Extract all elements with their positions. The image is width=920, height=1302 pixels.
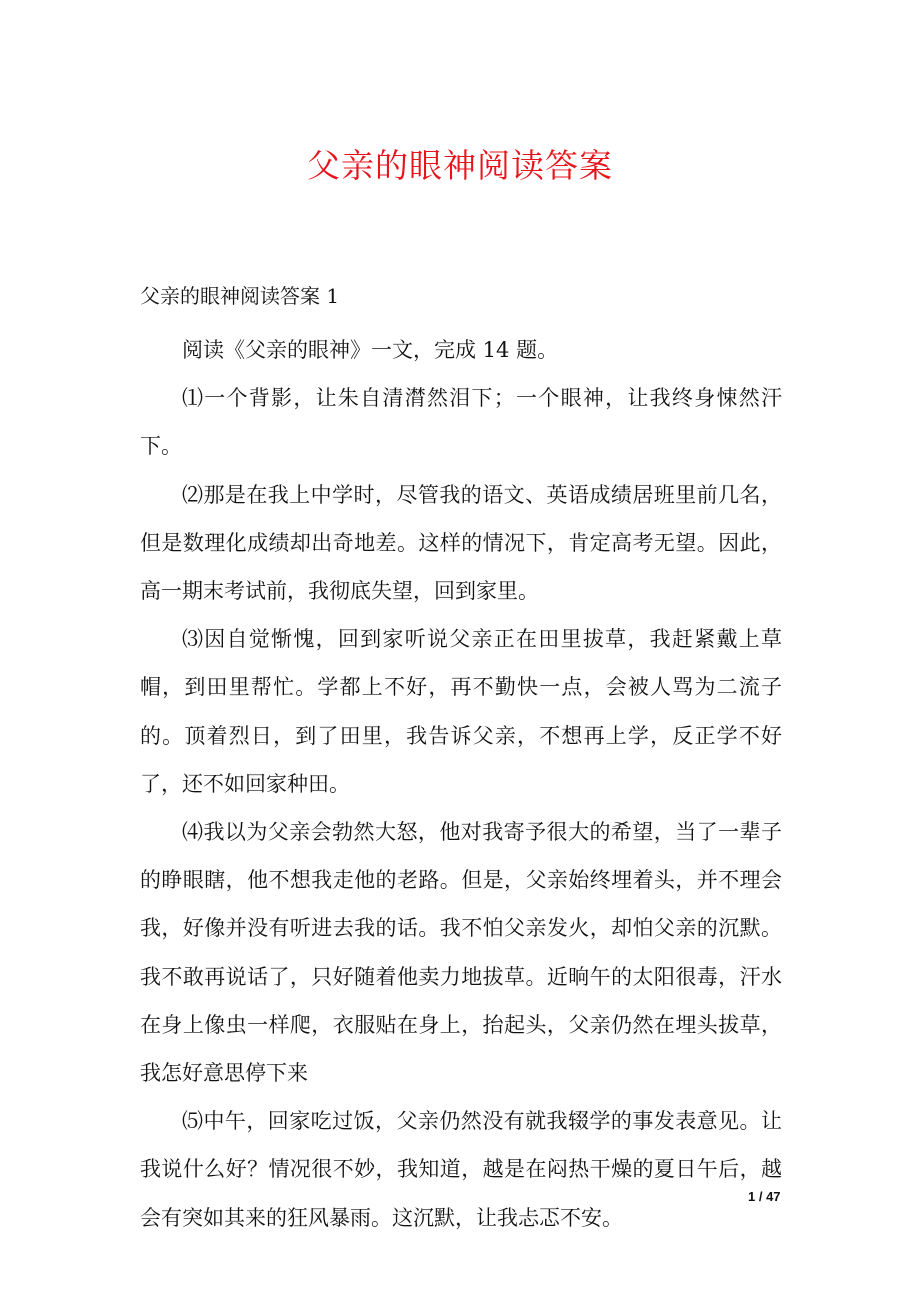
paragraph-intro: 阅读《父亲的眼神》一文，完成 14 题。 (182, 338, 559, 362)
paragraph-5: ⑸中午，回家吃过饭，父亲仍然没有就我辍学的事发表意见。让我说什么好？情况很不妙，我知道，越是在闷热干燥的夏日午后，越会有突如其来的狂风暴雨。这沉默，让我忐忑不安。 (140, 1109, 782, 1230)
paragraph-2: ⑵那是在我上中学时，尽管我的语文、英语成绩居班里前几名，但是数理化成绩却出奇地差。这样的情况下，肯定高考无望。因此，高一期末考试前，我彻底失望，回到家里。 (140, 482, 782, 604)
section-heading: 父亲的眼神阅读答案 1 (140, 284, 340, 308)
paragraph-3: ⑶因自觉惭愧，回到家听说父亲正在田里拔草，我赶紧戴上草帽，到田里帮忙。学都上不好，再不勤快一点，会被人骂为二流子的。顶着烈日，到了田里，我告诉父亲，不想再上学，反正学不好了，还不如回家种田。 (140, 627, 782, 796)
document-body (140, 326, 782, 1242)
document-title: 父亲的眼神阅读答案 (307, 146, 613, 185)
paragraph-1: ⑴一个背影，让朱自清潸然泪下；一个眼神，让我终身悚然汗下。 (140, 386, 782, 459)
paragraph-4: ⑷我以为父亲会勃然大怒，他对我寄予很大的希望，当了一辈子的睁眼瞎，他不想我走他的老路。但是，父亲始终埋着头，并不理会我，好像并没有听进去我的话。我不怕父亲发火，却怕父亲的沉默。我不敢再说话了，只好随着他卖力地拔草。近晌午的太阳很毒，汗水在身上像虫一样爬，衣服贴在身上，抬起头，父亲仍然在埋头拔草，我怎好意思停下来 (140, 820, 782, 1086)
page-number: 1 / 47 (748, 1189, 781, 1204)
